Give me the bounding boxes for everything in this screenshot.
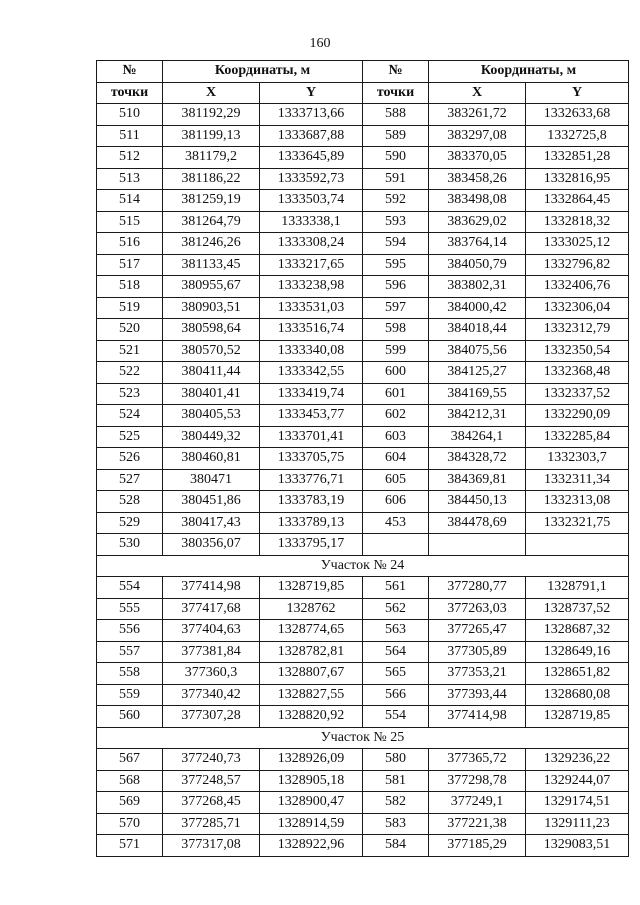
point-number: 524 (97, 405, 163, 427)
y-coordinate: 1332796,82 (526, 254, 629, 276)
point-number: 602 (363, 405, 429, 427)
y-coordinate: 1328782,81 (260, 641, 363, 663)
table-row (97, 835, 629, 857)
y-coordinate: 1332321,75 (526, 512, 629, 534)
y-coordinate: 1332725,8 (526, 125, 629, 147)
table-row (97, 749, 629, 771)
point-number: 554 (97, 577, 163, 599)
table-row (97, 426, 629, 448)
y-coordinate: 1329174,51 (526, 792, 629, 814)
point-number: 514 (97, 190, 163, 212)
point-number: 596 (363, 276, 429, 298)
point-number: 554 (363, 706, 429, 728)
y-coordinate: 1333645,89 (260, 147, 363, 169)
point-number: 518 (97, 276, 163, 298)
coords-header: Координаты, м (429, 61, 629, 83)
table-row (97, 534, 629, 556)
x-coordinate: 377263,03 (429, 598, 526, 620)
x-coordinate: 380449,32 (163, 426, 260, 448)
x-coordinate: 377298,78 (429, 770, 526, 792)
table-row (97, 340, 629, 362)
x-coordinate: 377340,42 (163, 684, 260, 706)
point-number: 510 (97, 104, 163, 126)
point-number: 571 (97, 835, 163, 857)
x-coordinate: 380417,43 (163, 512, 260, 534)
x-coordinate: 377305,89 (429, 641, 526, 663)
x-coordinate: 377317,08 (163, 835, 260, 857)
y-coordinate (526, 534, 629, 556)
y-coordinate: 1328922,96 (260, 835, 363, 857)
x-coordinate: 383802,31 (429, 276, 526, 298)
num-header-sub: точки (97, 82, 163, 104)
x-coordinate: 384212,31 (429, 405, 526, 427)
point-number: 566 (363, 684, 429, 706)
x-coordinate: 384075,56 (429, 340, 526, 362)
x-coordinate: 381133,45 (163, 254, 260, 276)
y-coordinate: 1328807,67 (260, 663, 363, 685)
table-row (97, 813, 629, 835)
x-coordinate: 384328,72 (429, 448, 526, 470)
point-number: 598 (363, 319, 429, 341)
x-coordinate: 384369,81 (429, 469, 526, 491)
y-coordinate: 1328737,52 (526, 598, 629, 620)
y-coordinate: 1333217,65 (260, 254, 363, 276)
y-coordinate: 1328827,55 (260, 684, 363, 706)
x-coordinate: 381199,13 (163, 125, 260, 147)
point-number: 603 (363, 426, 429, 448)
y-coordinate: 1332633,68 (526, 104, 629, 126)
point-number: 515 (97, 211, 163, 233)
x-coordinate: 380471 (163, 469, 260, 491)
x-coordinate: 377240,73 (163, 749, 260, 771)
point-number: 597 (363, 297, 429, 319)
x-coordinate (429, 534, 526, 556)
point-number: 601 (363, 383, 429, 405)
x-coordinate: 377417,68 (163, 598, 260, 620)
y-coordinate: 1329236,22 (526, 749, 629, 771)
x-coordinate: 377265,47 (429, 620, 526, 642)
num-header-sub: точки (363, 82, 429, 104)
table-row (97, 168, 629, 190)
y-coordinate: 1333338,1 (260, 211, 363, 233)
point-number: 511 (97, 125, 163, 147)
point-number: 583 (363, 813, 429, 835)
y-coordinate: 1328914,59 (260, 813, 363, 835)
point-number: 590 (363, 147, 429, 169)
header-row-2 (97, 82, 629, 104)
table-row (97, 254, 629, 276)
y-coordinate: 1328820,92 (260, 706, 363, 728)
x-coordinate: 377353,21 (429, 663, 526, 685)
point-number: 605 (363, 469, 429, 491)
y-header: Y (260, 82, 363, 104)
x-coordinate: 381246,26 (163, 233, 260, 255)
x-coordinate: 377249,1 (429, 792, 526, 814)
x-coordinate: 383629,02 (429, 211, 526, 233)
section-title: Участок № 25 (97, 727, 629, 749)
point-number: 562 (363, 598, 429, 620)
y-coordinate: 1332864,45 (526, 190, 629, 212)
page-number: 160 (309, 36, 331, 51)
x-coordinate: 383764,14 (429, 233, 526, 255)
x-coordinate: 381186,22 (163, 168, 260, 190)
x-coordinate: 384050,79 (429, 254, 526, 276)
x-coordinate: 383370,05 (429, 147, 526, 169)
table-row (97, 147, 629, 169)
table-row (97, 598, 629, 620)
y-coordinate: 1328762 (260, 598, 363, 620)
table-row (97, 663, 629, 685)
x-coordinate: 380570,52 (163, 340, 260, 362)
y-coordinate: 1328687,32 (526, 620, 629, 642)
y-coordinate: 1333713,66 (260, 104, 363, 126)
y-coordinate: 1333025,12 (526, 233, 629, 255)
y-coordinate: 1332313,08 (526, 491, 629, 513)
x-coordinate: 383498,08 (429, 190, 526, 212)
point-number: 527 (97, 469, 163, 491)
y-coordinate: 1333592,73 (260, 168, 363, 190)
y-coordinate: 1333503,74 (260, 190, 363, 212)
y-coordinate: 1328774,65 (260, 620, 363, 642)
point-number: 599 (363, 340, 429, 362)
point-number: 557 (97, 641, 163, 663)
x-coordinate: 380460,81 (163, 448, 260, 470)
point-number: 521 (97, 340, 163, 362)
y-coordinate: 1333687,88 (260, 125, 363, 147)
y-coordinate: 1332285,84 (526, 426, 629, 448)
section-row (97, 555, 629, 577)
point-number: 568 (97, 770, 163, 792)
point-number: 589 (363, 125, 429, 147)
x-coordinate: 381192,29 (163, 104, 260, 126)
point-number: 570 (97, 813, 163, 835)
y-coordinate: 1332818,32 (526, 211, 629, 233)
point-number: 513 (97, 168, 163, 190)
x-coordinate: 377280,77 (429, 577, 526, 599)
point-number: 516 (97, 233, 163, 255)
table-row (97, 512, 629, 534)
table-row (97, 620, 629, 642)
x-coordinate: 384125,27 (429, 362, 526, 384)
x-coordinate: 383297,08 (429, 125, 526, 147)
x-coordinate: 383458,26 (429, 168, 526, 190)
point-number: 593 (363, 211, 429, 233)
x-coordinate: 380411,44 (163, 362, 260, 384)
x-coordinate: 377307,28 (163, 706, 260, 728)
x-coordinate: 381264,79 (163, 211, 260, 233)
point-number: 512 (97, 147, 163, 169)
point-number: 567 (97, 749, 163, 771)
y-coordinate: 1328900,47 (260, 792, 363, 814)
y-coordinate: 1332306,04 (526, 297, 629, 319)
x-coordinate: 384450,13 (429, 491, 526, 513)
y-coordinate: 1333419,74 (260, 383, 363, 405)
point-number: 565 (363, 663, 429, 685)
table-row (97, 792, 629, 814)
point-number: 584 (363, 835, 429, 857)
point-number: 560 (97, 706, 163, 728)
y-header: Y (526, 82, 629, 104)
table-row (97, 362, 629, 384)
x-coordinate: 381259,19 (163, 190, 260, 212)
x-coordinate: 380955,67 (163, 276, 260, 298)
y-coordinate: 1328649,16 (526, 641, 629, 663)
x-coordinate: 380356,07 (163, 534, 260, 556)
y-coordinate: 1333776,71 (260, 469, 363, 491)
y-coordinate: 1328791,1 (526, 577, 629, 599)
table-row (97, 125, 629, 147)
point-number: 581 (363, 770, 429, 792)
point-number: 606 (363, 491, 429, 513)
x-coordinate: 381179,2 (163, 147, 260, 169)
x-header: X (429, 82, 526, 104)
table-row (97, 405, 629, 427)
point-number: 523 (97, 383, 163, 405)
table-row (97, 448, 629, 470)
point-number: 558 (97, 663, 163, 685)
x-coordinate: 377414,98 (163, 577, 260, 599)
x-coordinate: 377268,45 (163, 792, 260, 814)
y-coordinate: 1332290,09 (526, 405, 629, 427)
x-coordinate: 384018,44 (429, 319, 526, 341)
y-coordinate: 1328680,08 (526, 684, 629, 706)
x-coordinate: 377404,63 (163, 620, 260, 642)
point-number: 530 (97, 534, 163, 556)
point-number: 529 (97, 512, 163, 534)
num-header: № (363, 61, 429, 83)
point-number: 528 (97, 491, 163, 513)
y-coordinate: 1333531,03 (260, 297, 363, 319)
table-row (97, 319, 629, 341)
x-coordinate: 383261,72 (429, 104, 526, 126)
section-title: Участок № 24 (97, 555, 629, 577)
y-coordinate: 1333705,75 (260, 448, 363, 470)
x-coordinate: 377414,98 (429, 706, 526, 728)
point-number: 453 (363, 512, 429, 534)
x-coordinate: 384000,42 (429, 297, 526, 319)
y-coordinate: 1332303,7 (526, 448, 629, 470)
x-header: X (163, 82, 260, 104)
y-coordinate: 1333701,41 (260, 426, 363, 448)
table-row (97, 706, 629, 728)
y-coordinate: 1332350,54 (526, 340, 629, 362)
table-row (97, 770, 629, 792)
y-coordinate: 1329244,07 (526, 770, 629, 792)
x-coordinate: 380401,41 (163, 383, 260, 405)
y-coordinate: 1333516,74 (260, 319, 363, 341)
point-number: 588 (363, 104, 429, 126)
table-row (97, 383, 629, 405)
point-number: 563 (363, 620, 429, 642)
y-coordinate: 1332368,48 (526, 362, 629, 384)
table-row (97, 211, 629, 233)
x-coordinate: 380451,86 (163, 491, 260, 513)
table-row (97, 469, 629, 491)
y-coordinate: 1333453,77 (260, 405, 363, 427)
point-number: 569 (97, 792, 163, 814)
table-row (97, 491, 629, 513)
y-coordinate: 1328719,85 (260, 577, 363, 599)
coordinates-table (96, 60, 629, 857)
table-row (97, 104, 629, 126)
y-coordinate: 1333783,19 (260, 491, 363, 513)
point-number: 591 (363, 168, 429, 190)
table-row (97, 276, 629, 298)
x-coordinate: 380598,64 (163, 319, 260, 341)
point-number: 582 (363, 792, 429, 814)
y-coordinate: 1333789,13 (260, 512, 363, 534)
y-coordinate: 1333795,17 (260, 534, 363, 556)
section-row (97, 727, 629, 749)
point-number: 522 (97, 362, 163, 384)
x-coordinate: 380405,53 (163, 405, 260, 427)
x-coordinate: 377221,38 (429, 813, 526, 835)
point-number: 594 (363, 233, 429, 255)
point-number: 561 (363, 577, 429, 599)
y-coordinate: 1328719,85 (526, 706, 629, 728)
x-coordinate: 384478,69 (429, 512, 526, 534)
x-coordinate: 377360,3 (163, 663, 260, 685)
point-number: 517 (97, 254, 163, 276)
x-coordinate: 384169,55 (429, 383, 526, 405)
point-number: 520 (97, 319, 163, 341)
y-coordinate: 1332816,95 (526, 168, 629, 190)
point-number: 556 (97, 620, 163, 642)
point-number: 526 (97, 448, 163, 470)
y-coordinate: 1329111,23 (526, 813, 629, 835)
point-number: 519 (97, 297, 163, 319)
point-number: 592 (363, 190, 429, 212)
y-coordinate: 1332337,52 (526, 383, 629, 405)
table-row (97, 190, 629, 212)
table-row (97, 684, 629, 706)
y-coordinate: 1328905,18 (260, 770, 363, 792)
table-row (97, 641, 629, 663)
point-number: 559 (97, 684, 163, 706)
point-number: 564 (363, 641, 429, 663)
x-coordinate: 377393,44 (429, 684, 526, 706)
y-coordinate: 1329083,51 (526, 835, 629, 857)
y-coordinate: 1332311,34 (526, 469, 629, 491)
y-coordinate: 1333238,98 (260, 276, 363, 298)
x-coordinate: 377365,72 (429, 749, 526, 771)
point-number (363, 534, 429, 556)
point-number: 525 (97, 426, 163, 448)
coords-header: Координаты, м (163, 61, 363, 83)
table-row (97, 297, 629, 319)
table-row (97, 577, 629, 599)
x-coordinate: 377185,29 (429, 835, 526, 857)
y-coordinate: 1332312,79 (526, 319, 629, 341)
point-number: 580 (363, 749, 429, 771)
y-coordinate: 1333340,08 (260, 340, 363, 362)
x-coordinate: 377381,84 (163, 641, 260, 663)
y-coordinate: 1328651,82 (526, 663, 629, 685)
x-coordinate: 377285,71 (163, 813, 260, 835)
y-coordinate: 1328926,09 (260, 749, 363, 771)
point-number: 555 (97, 598, 163, 620)
point-number: 600 (363, 362, 429, 384)
y-coordinate: 1333308,24 (260, 233, 363, 255)
y-coordinate: 1332406,76 (526, 276, 629, 298)
x-coordinate: 380903,51 (163, 297, 260, 319)
y-coordinate: 1333342,55 (260, 362, 363, 384)
table-row (97, 233, 629, 255)
x-coordinate: 384264,1 (429, 426, 526, 448)
y-coordinate: 1332851,28 (526, 147, 629, 169)
x-coordinate: 377248,57 (163, 770, 260, 792)
num-header: № (97, 61, 163, 83)
point-number: 595 (363, 254, 429, 276)
point-number: 604 (363, 448, 429, 470)
table-body (97, 104, 629, 857)
header-row-1 (97, 61, 629, 83)
